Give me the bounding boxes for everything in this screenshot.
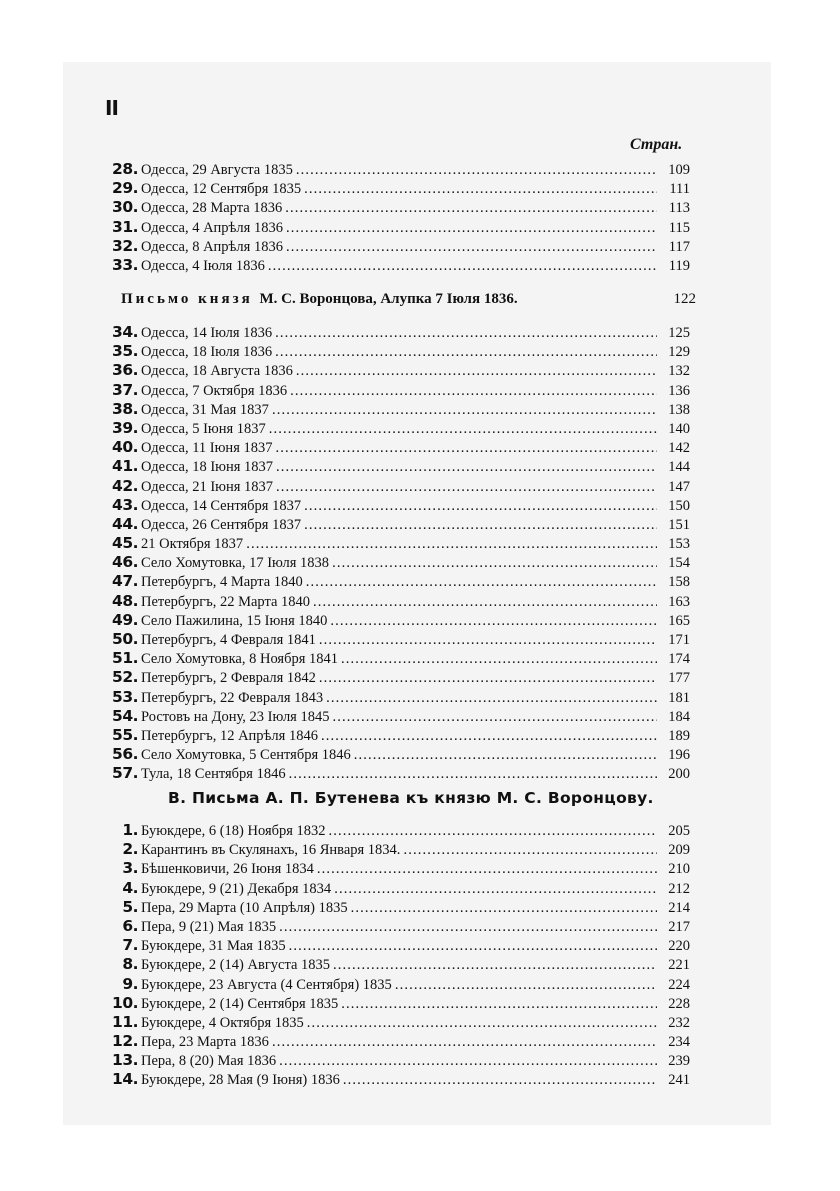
dot-leader <box>289 766 657 783</box>
dot-leader <box>279 1053 657 1070</box>
entry-number: 30. <box>112 198 138 217</box>
entry-number: 6. <box>122 916 138 935</box>
entry-number: 37. <box>112 380 138 399</box>
entry-page: 144 <box>668 459 690 476</box>
dot-leader <box>395 977 657 994</box>
entry-page: 241 <box>668 1072 690 1089</box>
entry-title: Село Хомутовка, 17 Іюля 1838 <box>141 555 330 572</box>
entry-title: Одесса, 5 Іюня 1837 <box>141 420 266 437</box>
entry-number: 47. <box>112 572 138 591</box>
entry-page: 117 <box>668 238 690 255</box>
entry-number: 13. <box>112 1051 138 1070</box>
toc-entry <box>102 342 690 361</box>
dot-leader <box>341 996 657 1013</box>
entry-page: 196 <box>668 747 690 764</box>
entry-title: Одесса, 11 Іюня 1837 <box>141 440 273 457</box>
toc-entry <box>102 218 690 237</box>
entry-page: 189 <box>668 727 690 744</box>
entry-title: Одесса, 26 Сентября 1837 <box>141 516 302 533</box>
dot-leader <box>275 325 657 342</box>
toc-entry <box>102 381 690 400</box>
dot-leader <box>317 861 657 878</box>
toc-entry <box>102 237 690 256</box>
entry-page: 221 <box>668 957 690 974</box>
entry-page: 177 <box>668 670 690 687</box>
toc-entry <box>102 630 690 649</box>
entry-title: Буюкдере, 31 Мая 1835 <box>141 938 286 955</box>
entry-page: 212 <box>668 880 690 897</box>
toc-group-3 <box>102 821 690 1090</box>
entry-number: 54. <box>112 706 138 725</box>
entry-page: 210 <box>668 861 690 878</box>
entry-number: 55. <box>112 725 138 744</box>
entry-page: 111 <box>669 181 690 198</box>
entry-number: 1. <box>122 821 138 839</box>
entry-title: Петербургъ, 22 Февраля 1843 <box>141 689 324 706</box>
entry-page: 150 <box>668 497 690 514</box>
entry-number: 56. <box>112 745 138 764</box>
toc-entry <box>102 611 690 630</box>
toc-entry <box>102 859 690 878</box>
toc-entry <box>102 592 690 611</box>
dot-leader <box>319 632 657 649</box>
dot-leader <box>290 383 657 400</box>
dot-leader <box>279 919 657 936</box>
entry-page: 132 <box>668 363 690 380</box>
entry-number: 12. <box>112 1032 138 1051</box>
dot-leader <box>343 1072 657 1089</box>
toc-entry <box>102 955 690 974</box>
dot-leader <box>332 555 657 572</box>
entry-page: 181 <box>668 689 690 706</box>
entry-number: 44. <box>112 514 138 533</box>
entry-page: 171 <box>668 632 690 648</box>
toc-entry <box>102 477 690 496</box>
toc-entry <box>102 419 690 438</box>
entry-title: Одесса, 14 Сентября 1837 <box>141 497 302 514</box>
entry-title: Буюкдере, 2 (14) Сентября 1835 <box>141 995 339 1012</box>
entry-page: 214 <box>668 899 690 916</box>
entry-title: Одесса, 8 Апрѣля 1836 <box>141 238 283 255</box>
toc-entry <box>102 668 690 687</box>
entry-title: Одесса, 7 Октября 1836 <box>141 382 288 399</box>
special-entry-page: 122 <box>673 291 696 307</box>
entry-title: Пера, 23 Марта 1836 <box>141 1034 269 1051</box>
dot-leader <box>296 162 657 179</box>
entry-page: 115 <box>668 219 690 236</box>
entry-title: Петербургъ, 4 Февраля 1841 <box>141 632 316 648</box>
entry-title: Петербургъ, 2 Февраля 1842 <box>141 670 316 687</box>
toc-entry <box>102 198 690 217</box>
entry-title: Карантинъ въ Скулянахъ, 16 Января 1834. <box>141 842 401 859</box>
section-heading: В. Письма А. П. Бутенева къ князю М. С. Воронцову. <box>168 789 654 807</box>
toc-entry <box>102 821 690 840</box>
entry-number: 31. <box>112 217 138 236</box>
entry-title: Одесса, 4 Апрѣля 1836 <box>141 219 283 236</box>
toc-entry <box>102 438 690 457</box>
entry-title: Пера, 9 (21) Мая 1835 <box>141 918 277 935</box>
entry-page: 142 <box>668 440 690 457</box>
entry-page: 140 <box>668 420 690 437</box>
toc-entry <box>102 1051 690 1070</box>
entry-title: Одесса, 21 Іюня 1837 <box>141 478 274 495</box>
dot-leader <box>306 574 657 591</box>
toc-entry <box>102 994 690 1013</box>
entry-number: 32. <box>112 236 138 255</box>
toc-entry <box>102 707 690 726</box>
dot-leader <box>341 651 657 668</box>
dot-leader <box>289 938 657 955</box>
entry-number: 11. <box>112 1012 138 1031</box>
entry-title: Бѣшенковичи, 26 Іюня 1834 <box>141 861 314 878</box>
dot-leader <box>285 200 657 217</box>
dot-leader <box>351 900 657 917</box>
entry-page: 217 <box>668 918 690 935</box>
entry-number: 10. <box>112 993 138 1012</box>
entry-page: 147 <box>668 478 690 495</box>
toc-entry <box>102 496 690 515</box>
entry-number: 4. <box>122 878 138 897</box>
entry-page: 220 <box>668 938 690 955</box>
dot-leader <box>296 363 657 380</box>
special-entry <box>121 291 696 308</box>
entry-title: Буюкдере, 4 Октября 1835 <box>141 1014 304 1031</box>
entry-page: 125 <box>668 325 690 341</box>
toc-group-1 <box>102 160 690 275</box>
entry-page: 232 <box>668 1014 690 1031</box>
entry-title: Одесса, 12 Сентября 1835 <box>141 181 302 198</box>
dot-leader <box>304 181 657 198</box>
entry-title: Одесса, 29 Августа 1835 <box>141 162 293 178</box>
toc-entry <box>102 898 690 917</box>
entry-title: Одесса, 18 Іюля 1836 <box>141 344 273 361</box>
toc-entry <box>102 256 690 275</box>
entry-page: 136 <box>668 382 690 399</box>
entry-title: Село Хомутовка, 8 Ноября 1841 <box>141 651 339 668</box>
entry-number: 45. <box>112 534 138 553</box>
entry-number: 3. <box>122 859 138 878</box>
entry-number: 41. <box>112 457 138 476</box>
dot-leader <box>276 479 657 496</box>
dot-leader <box>333 957 657 974</box>
dot-leader <box>329 823 657 840</box>
entry-number: 29. <box>112 179 138 198</box>
page-number: II <box>105 96 118 120</box>
dot-leader <box>313 594 657 611</box>
entry-title: Буюкдере, 9 (21) Декабря 1834 <box>141 880 332 897</box>
dot-leader <box>275 344 657 361</box>
entry-title: Тула, 18 Сентября 1846 <box>141 766 286 783</box>
entry-number: 53. <box>112 687 138 706</box>
entry-number: 42. <box>112 476 138 495</box>
entry-page: 154 <box>668 555 690 572</box>
entry-number: 28. <box>112 160 138 178</box>
entry-title: Петербургъ, 12 Апрѣля 1846 <box>141 727 318 744</box>
special-entry-title: Письмо князя <box>121 291 253 307</box>
entry-title: Буюкдере, 23 Августа (4 Сентября) 1835 <box>141 976 392 993</box>
entry-title: Петербургъ, 4 Марта 1840 <box>141 574 303 591</box>
entry-number: 57. <box>112 764 138 783</box>
toc-entry <box>102 515 690 534</box>
entry-title: Ростовъ на Дону, 23 Іюля 1845 <box>141 708 330 725</box>
entry-page: 184 <box>668 708 690 725</box>
toc-entry <box>102 688 690 707</box>
toc-entry <box>102 879 690 898</box>
toc-entry <box>102 745 690 764</box>
toc-entry <box>102 936 690 955</box>
entry-number: 51. <box>112 649 138 668</box>
dot-leader <box>246 536 657 553</box>
dot-leader <box>268 258 657 275</box>
dot-leader <box>403 842 657 859</box>
entry-number: 46. <box>112 553 138 572</box>
entry-page: 209 <box>668 842 690 859</box>
entry-page: 119 <box>668 257 690 274</box>
entry-number: 39. <box>112 418 138 437</box>
entry-page: 158 <box>668 574 690 591</box>
entry-number: 8. <box>122 955 138 974</box>
entry-title: Пера, 29 Марта (10 Апрѣля) 1835 <box>141 899 348 916</box>
entry-page: 153 <box>668 536 690 553</box>
entry-page: 163 <box>668 593 690 610</box>
dot-leader <box>326 690 657 707</box>
entry-number: 33. <box>112 255 138 274</box>
toc-entry <box>102 553 690 572</box>
special-entry-name: М. С. Воронцова, Алупка 7 Іюля 1836. <box>259 291 518 307</box>
entry-number: 7. <box>122 936 138 955</box>
dot-leader <box>354 747 657 764</box>
entry-title: Одесса, 28 Марта 1836 <box>141 200 283 217</box>
entry-title: Одесса, 14 Іюля 1836 <box>141 325 273 341</box>
entry-number: 52. <box>112 668 138 687</box>
entry-page: 205 <box>668 823 690 839</box>
entry-page: 151 <box>668 516 690 533</box>
entry-number: 35. <box>112 342 138 361</box>
dot-leader <box>321 728 657 745</box>
dot-leader <box>276 459 657 476</box>
toc-entry <box>102 323 690 342</box>
entry-number: 36. <box>112 361 138 380</box>
dot-leader <box>330 613 657 630</box>
entry-number: 14. <box>112 1070 138 1089</box>
toc-entry <box>102 179 690 198</box>
entry-title: Одесса, 18 Іюня 1837 <box>141 459 274 476</box>
entry-title: Пера, 8 (20) Мая 1836 <box>141 1053 277 1070</box>
entry-title: Буюкдере, 2 (14) Августа 1835 <box>141 957 331 974</box>
toc-entry <box>102 457 690 476</box>
entry-page: 224 <box>668 976 690 993</box>
entry-title: Село Хомутовка, 5 Сентября 1846 <box>141 747 351 764</box>
entry-title: Буюкдере, 28 Мая (9 Іюня) 1836 <box>141 1072 340 1089</box>
entry-page: 113 <box>668 200 690 217</box>
entry-number: 34. <box>112 323 138 341</box>
entry-page: 129 <box>668 344 690 361</box>
page-column-heading: Стран. <box>630 136 683 153</box>
toc-entry <box>102 361 690 380</box>
dot-leader <box>286 220 657 237</box>
toc-group-2 <box>102 323 690 784</box>
entry-page: 234 <box>668 1034 690 1051</box>
dot-leader <box>332 709 657 726</box>
entry-number: 49. <box>112 610 138 629</box>
dot-leader <box>307 1015 657 1032</box>
toc-entry <box>102 726 690 745</box>
entry-number: 50. <box>112 630 138 648</box>
dot-leader <box>286 239 657 256</box>
entry-page: 138 <box>668 401 690 418</box>
dot-leader <box>276 440 658 457</box>
entry-title: Одесса, 31 Мая 1837 <box>141 401 269 418</box>
toc-entry <box>102 160 690 179</box>
toc-entry <box>102 840 690 859</box>
entry-number: 9. <box>122 974 138 993</box>
dot-leader <box>269 421 657 438</box>
dot-leader <box>334 881 657 898</box>
entry-number: 38. <box>112 399 138 418</box>
entry-number: 5. <box>122 897 138 916</box>
entry-page: 200 <box>668 766 690 783</box>
dot-leader <box>304 517 657 534</box>
entry-number: 40. <box>112 438 138 457</box>
entry-page: 239 <box>668 1053 690 1070</box>
entry-title: Одесса, 18 Августа 1836 <box>141 363 293 380</box>
toc-entry <box>102 1070 690 1089</box>
entry-number: 43. <box>112 495 138 514</box>
toc-entry <box>102 917 690 936</box>
dot-leader <box>319 670 657 687</box>
toc-entry <box>102 1013 690 1032</box>
toc-entry <box>102 572 690 591</box>
toc-entry <box>102 400 690 419</box>
entry-title: Село Пажилина, 15 Іюня 1840 <box>141 612 328 629</box>
entry-number: 48. <box>112 591 138 610</box>
entry-page: 228 <box>668 995 690 1012</box>
entry-page: 109 <box>668 162 690 178</box>
toc-entry <box>102 1032 690 1051</box>
dot-leader <box>272 1034 657 1051</box>
toc-entry <box>102 764 690 783</box>
entry-title: 21 Октября 1837 <box>141 536 244 553</box>
toc-entry <box>102 975 690 994</box>
entry-number: 2. <box>122 840 138 859</box>
entry-title: Одесса, 4 Іюля 1836 <box>141 257 265 274</box>
toc-entry <box>102 534 690 553</box>
entry-title: Буюкдере, 6 (18) Ноября 1832 <box>141 823 326 839</box>
entry-page: 165 <box>668 612 690 629</box>
entry-page: 174 <box>668 651 690 668</box>
dot-leader <box>272 402 657 419</box>
entry-title: Петербургъ, 22 Марта 1840 <box>141 593 311 610</box>
dot-leader <box>304 498 657 515</box>
toc-entry <box>102 649 690 668</box>
